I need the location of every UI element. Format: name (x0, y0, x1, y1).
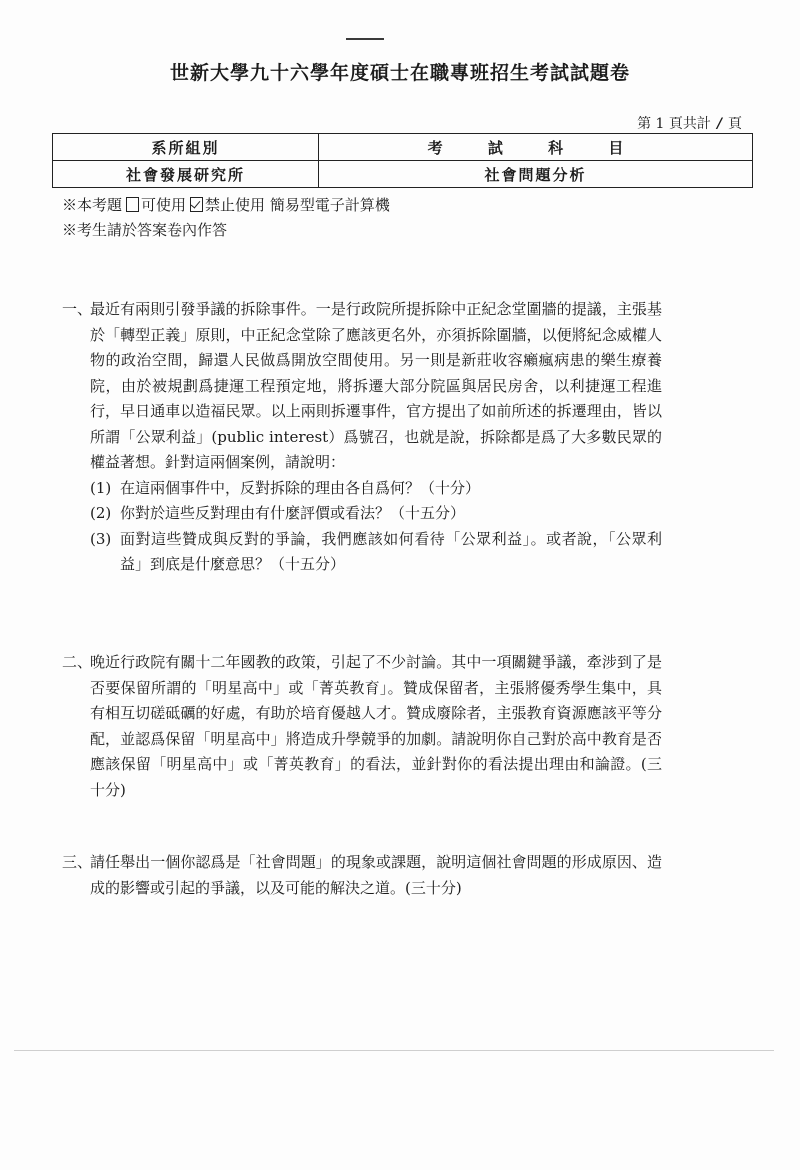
question-1-sub-2 (90, 501, 662, 527)
sub-2-number: (2) (90, 504, 112, 522)
scan-edge-line (14, 1050, 774, 1051)
question-2-text: 晚近行政院有關十二年國教的政策，引起了不少討論。其中一項關鍵爭議，牽涉到了是否要保留所謂的「明星高中」或「菁英教育」。贊成保留者，主張將優秀學生集中，具有相互切磋砥礪的好處，有助於培育優越人才。贊成廢除者，主張教育資源應該平等分配，並認爲保留「明星高中」將造成升學競爭的加劇。請說明你自己對於高中教育是否應該保留「明星高中」或「菁英教育」的看法，並針對你的看法提出理由和論證。(三十分) (90, 653, 662, 799)
subject-header-cell: 考 試 科 目 (319, 134, 753, 161)
question-1-sub-1 (90, 476, 662, 502)
calculator-note (62, 194, 390, 215)
sub-1-number: (1) (90, 478, 112, 497)
answer-sheet-note: ※考生請於答案卷內作答 (62, 221, 228, 239)
dept-header-cell: 系所組別 (53, 134, 319, 161)
question-3-number: 三、 (62, 853, 93, 871)
forbidden-checkbox (190, 197, 203, 212)
subject-value-cell: 社會問題分析 (319, 161, 753, 188)
question-1-number: 一、 (62, 300, 93, 318)
forbidden-label: 禁止使用 (205, 196, 266, 214)
page-indicator-suffix: 頁 (728, 116, 742, 132)
page-indicator-prefix: 第 1 頁共計 (637, 116, 711, 132)
allowed-checkbox (126, 197, 139, 212)
calculator-note-prefix: ※本考題 (62, 196, 123, 214)
top-scan-mark (346, 38, 384, 40)
sub-3-number: (3) (90, 529, 112, 548)
allowed-label: 可使用 (141, 196, 187, 214)
question-1-text: 最近有兩則引發爭議的拆除事件。一是行政院所提拆除中正紀念堂圍牆的提議，主張基於「轉型正義」原則，中正紀念堂除了應該更名外，亦須拆除圍牆，以便將紀念威權人物的政治空間，歸還人民做爲開放空間使用。另一則是新莊收容癩瘋病患的樂生療養院，由於被規劃爲捷運工程預定地，將拆遷大部分院區與居民房舍，以利捷運工程進行，早日通車以造福民眾。以上兩則拆遷事件，官方提出了如前所述的拆遷理由，皆以所謂「公眾利益」(public interest）爲號召，也就是說，拆除都是爲了大多數民眾的權益著想。針對這兩個案例，請說明： (90, 300, 662, 471)
page-indicator (637, 113, 742, 133)
sub-1-text: 在這兩個事件中，反對拆除的理由各自爲何？（十分） (120, 478, 481, 497)
exam-info-table (52, 133, 753, 188)
question-1 (62, 297, 662, 578)
info-table-value-row (53, 161, 753, 188)
question-1-sub-3 (90, 527, 662, 578)
page-indicator-slash: / (716, 116, 722, 132)
question-2 (62, 650, 662, 803)
sub-3-text: 面對這些贊成與反對的爭論，我們應該如何看待「公眾利益」。或者說，「公眾利益」到底是什麼意思？（十五分） (120, 529, 662, 573)
question-3-text: 請任舉出一個你認爲是「社會問題」的現象或課題，說明這個社會問題的形成原因、造成的影響或引起的爭議，以及可能的解決之道。(三十分) (90, 853, 662, 897)
question-3 (62, 850, 662, 901)
info-table-header-row (53, 134, 753, 161)
dept-value-cell: 社會發展研究所 (53, 161, 319, 188)
question-2-number: 二、 (62, 653, 93, 671)
page-title: 世新大學九十六學年度碩士在職專班招生考試試題卷 (169, 62, 630, 84)
sub-2-text: 你對於這些反對理由有什麼評價或看法？（十五分） (120, 504, 466, 522)
calculator-note-suffix: 簡易型電子計算機 (269, 196, 390, 214)
